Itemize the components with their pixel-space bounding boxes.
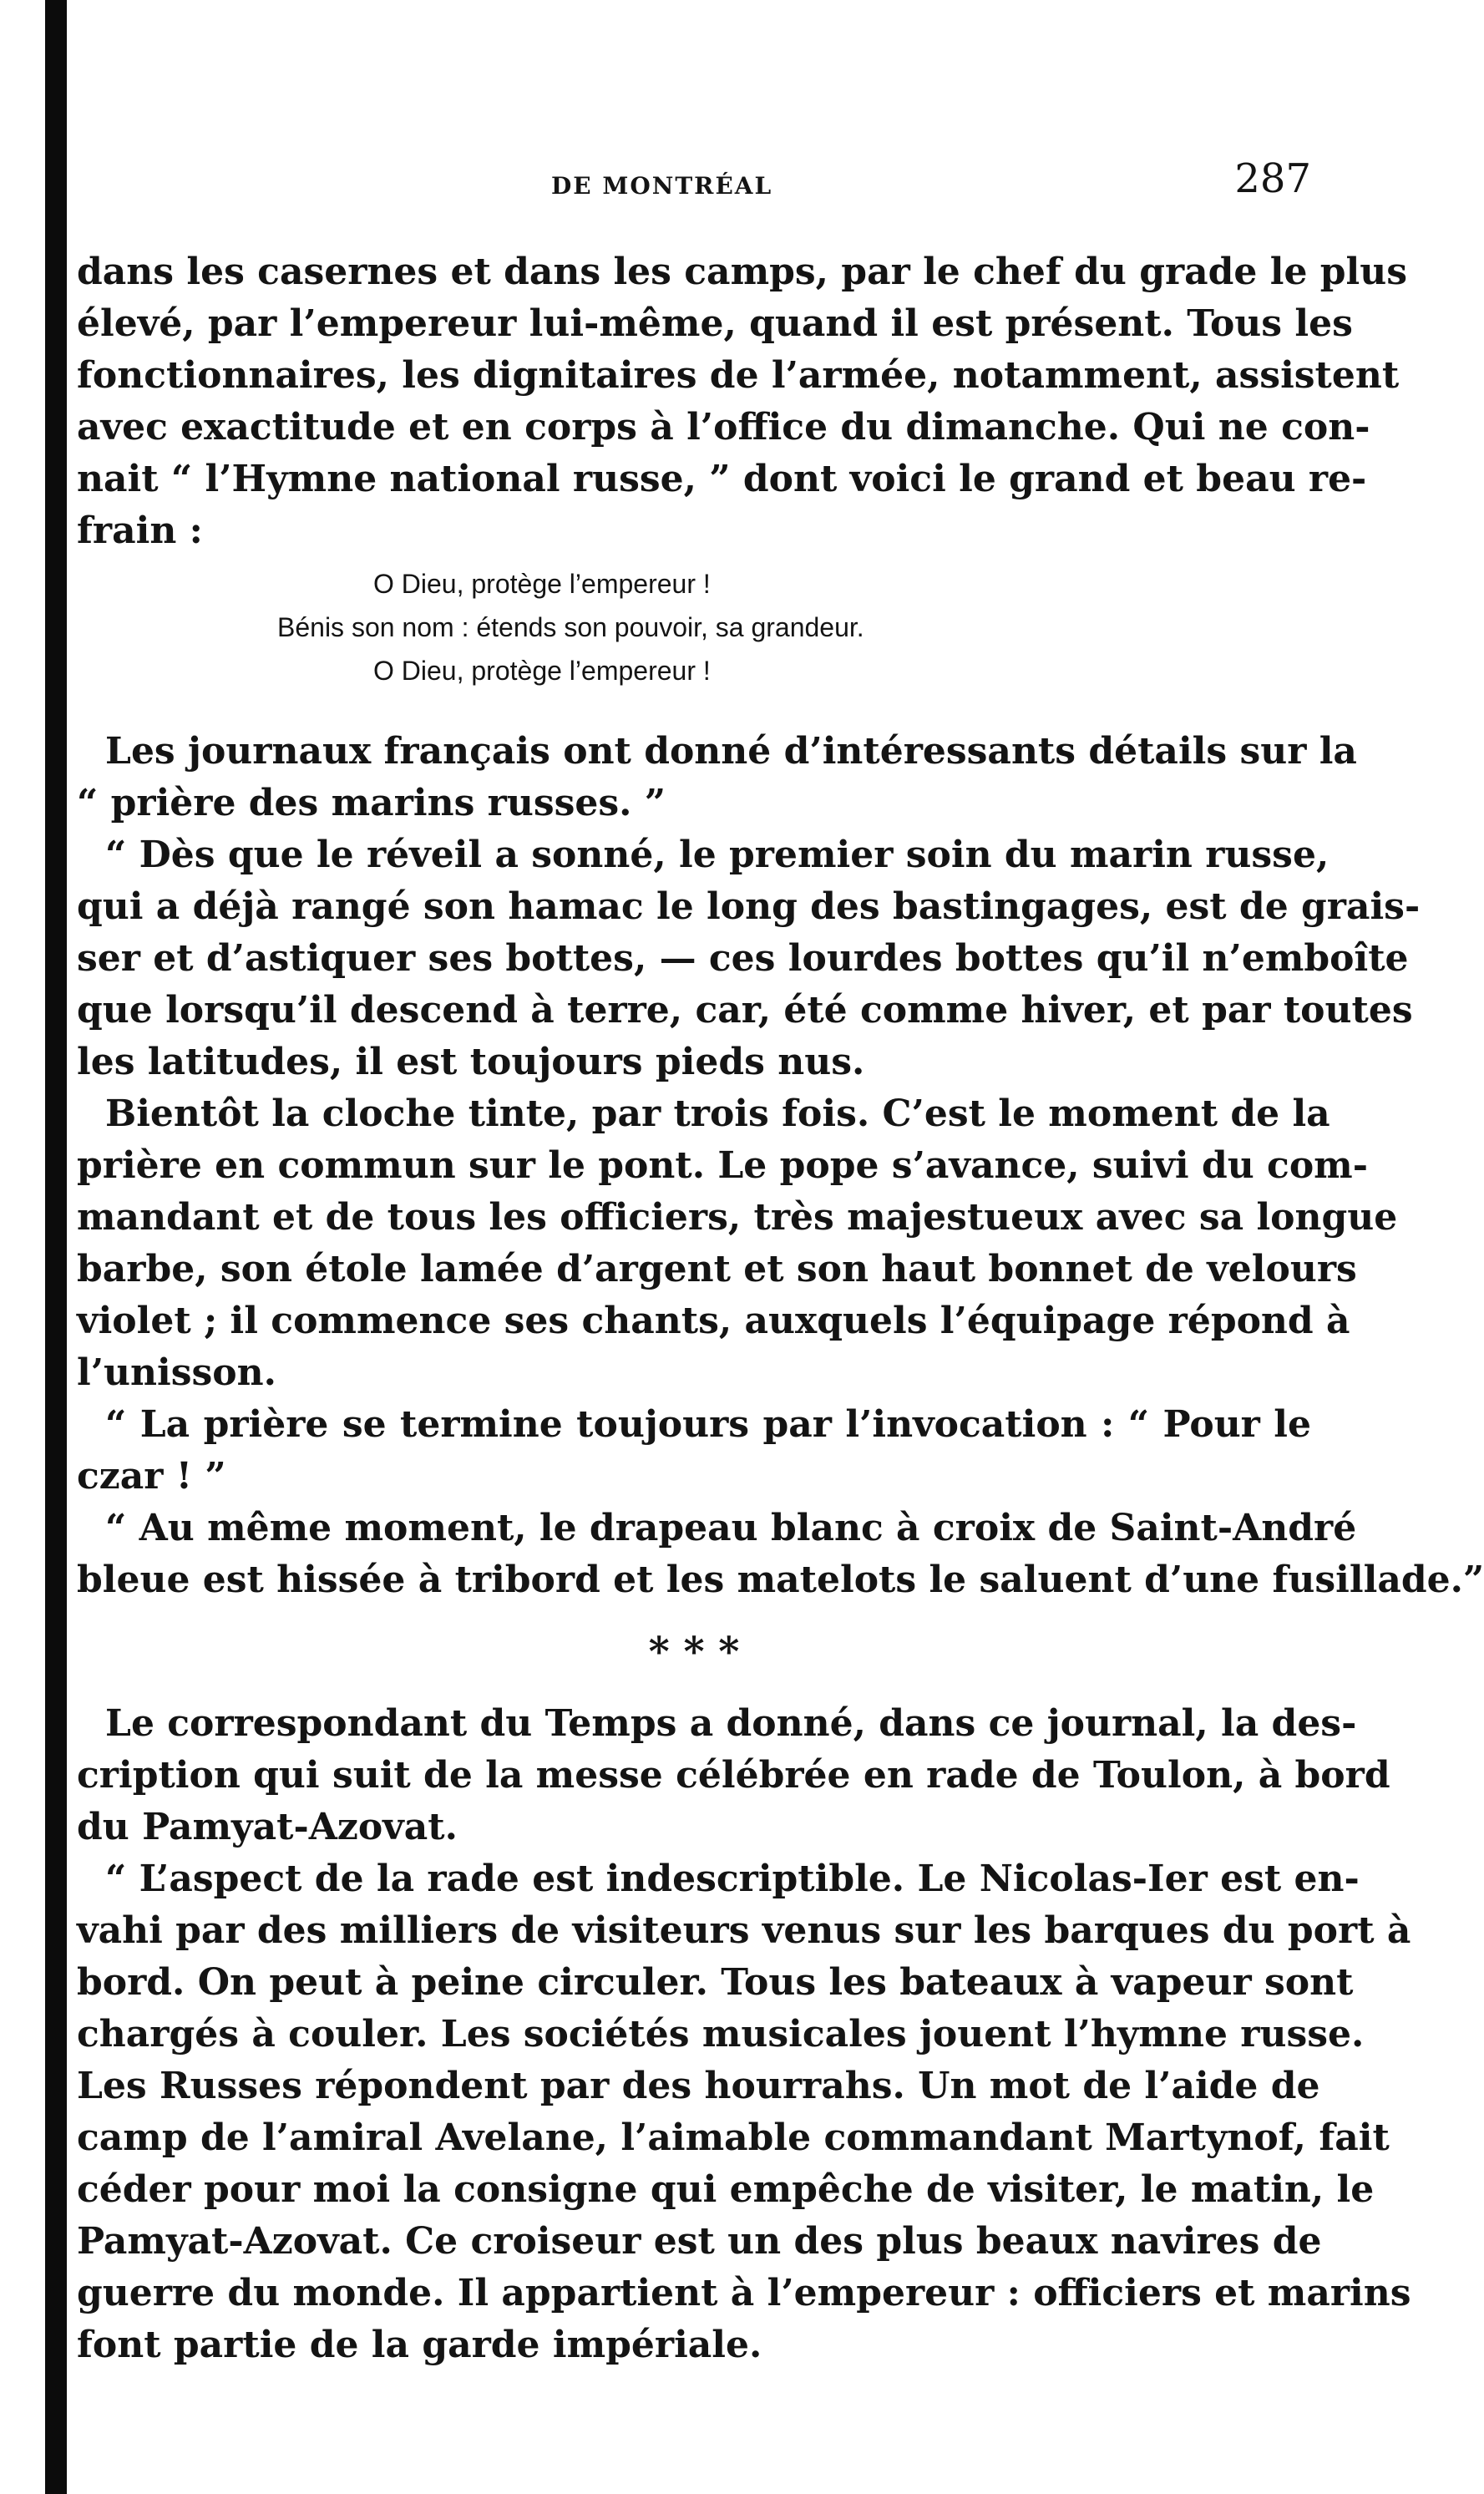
text-line: bleue est hissée à tribord et les matelots le saluent d’une fusillade.” — [77, 1559, 1484, 1601]
text-line: dans les casernes et dans les camps, par le chef du grade le plus — [77, 251, 1408, 293]
text-line: czar ! ” — [77, 1455, 226, 1498]
text-line: “ Au même moment, le drapeau blanc à croix de Saint-André — [105, 1507, 1357, 1549]
text-line: prière en commun sur le pont. Le pope s’avance, suivi du com- — [77, 1144, 1368, 1187]
page-number: 287 — [1234, 155, 1311, 202]
text-line: Bientôt la cloche tinte, par trois fois. C’est le moment de la — [105, 1092, 1330, 1135]
text-line: “ La prière se termine toujours par l’invocation : “ Pour le — [105, 1403, 1311, 1446]
text-line: céder pour moi la consigne qui empêche de visiter, le matin, le — [77, 2168, 1375, 2211]
text-line: camp de l’amiral Avelane, l’aimable commandant Martynof, fait — [77, 2116, 1390, 2159]
verse-spacer — [77, 692, 1311, 726]
text-line: violet ; il commence ses chants, auxquels l’équipage répond à — [77, 1300, 1350, 1342]
verse-line: Bénis son nom : étends son pouvoir, sa grandeur. — [277, 612, 864, 642]
text-line: les latitudes, il est toujours pieds nus. — [77, 1041, 865, 1083]
text-line: ser et d’astiquer ses bottes, — ces lourdes bottes qu’il n’emboîte — [77, 937, 1409, 980]
text-line: cription qui suit de la messe célébrée en rade de Toulon, à bord — [77, 1754, 1390, 1797]
text-line: Les journaux français ont donné d’intéressants détails sur la — [105, 730, 1357, 773]
text-line: que lorsqu’il descend à terre, car, été comme hiver, et par toutes — [77, 989, 1413, 1032]
text-line: “ Dès que le réveil a sonné, le premier soin du marin russe, — [105, 834, 1330, 876]
section-separator: * * * — [648, 1629, 740, 1675]
page-header — [84, 155, 1311, 214]
text-line: font partie de la garde impériale. — [77, 2324, 762, 2366]
text-line: Pamyat-Azovat. Ce croiseur est un des plus beaux navires de — [77, 2220, 1322, 2263]
verse-line: O Dieu, protège l’empereur ! — [373, 656, 711, 686]
text-line: barbe, son étole lamée d’argent et son haut bonnet de velours — [77, 1248, 1357, 1290]
text-line: guerre du monde. Il appartient à l’empereur : officiers et marins — [77, 2272, 1411, 2314]
text-line: “ L’aspect de la rade est indescriptible. Le Nicolas-Ier est en- — [105, 1858, 1360, 1900]
text-line: Le correspondant du Temps a donné, dans ce journal, la des- — [105, 1702, 1357, 1745]
text-line: bord. On peut à peine circuler. Tous les bateaux à vapeur sont — [77, 1961, 1354, 2004]
binding-edge — [45, 0, 67, 2494]
text-line: “ prière des marins russes. ” — [77, 782, 666, 824]
text-line: l’unisson. — [77, 1351, 276, 1394]
page-body — [77, 246, 1484, 2371]
text-line: nait “ l’Hymne national russe, ” dont voici le grand et beau re- — [77, 458, 1367, 500]
text-line: du Pamyat-Azovat. — [77, 1806, 458, 1848]
text-line: avec exactitude et en corps à l’office du dimanche. Qui ne con- — [77, 406, 1370, 449]
text-line: frain : — [77, 509, 203, 552]
verse-line: O Dieu, protège l’empereur ! — [373, 569, 711, 599]
text-line: vahi par des milliers de visiteurs venus sur les barques du port à — [77, 1909, 1411, 1952]
text-line: chargés à couler. Les sociétés musicales jouent l’hymne russe. — [77, 2013, 1365, 2056]
text-line: Les Russes répondent par des hourrahs. Un mot de l’aide de — [77, 2065, 1320, 2107]
text-line: fonctionnaires, les dignitaires de l’armée, notamment, assistent — [77, 354, 1400, 397]
text-line: élevé, par l’empereur lui-même, quand il est présent. Tous les — [77, 302, 1353, 345]
text-line: mandant et de tous les officiers, très majestueux avec sa longue — [77, 1196, 1398, 1239]
text-line: qui a déjà rangé son hamac le long des bastingages, est de grais- — [77, 885, 1421, 928]
running-title: DE MONTRÉAL — [551, 172, 773, 200]
